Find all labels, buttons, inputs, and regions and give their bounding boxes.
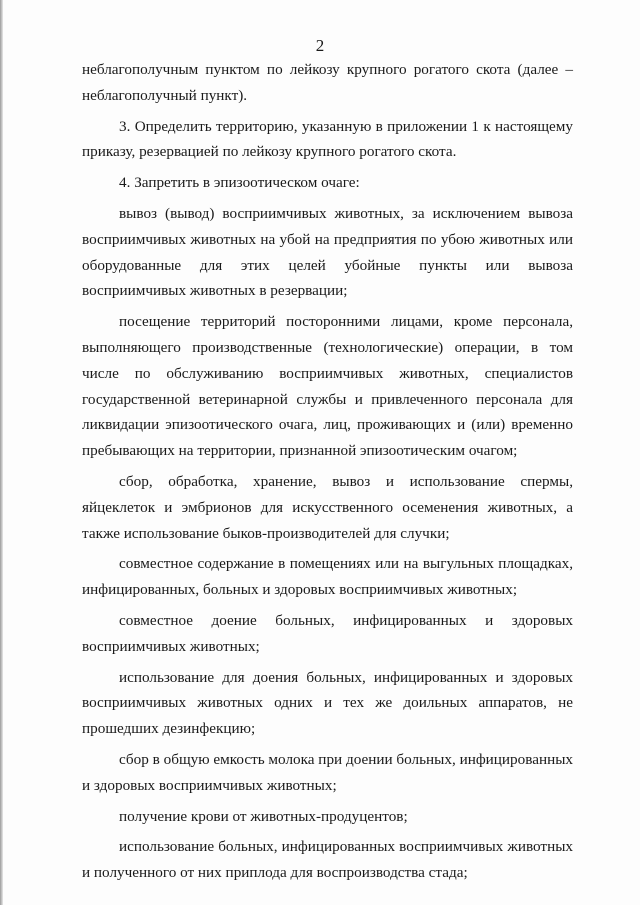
- paragraph-milk-collection: сбор в общую емкость молока при доении больных, инфицированных и здоровых восприимчивых животных;: [82, 750, 573, 794]
- paragraph-export-ban: вывоз (вывод) восприимчивых животных, за исключением вывоза восприимчивых животных на убой на предприятия по убою животных или оборудованные для этих целей убойные пункты или вывоза восприимчивых животных в резервации;: [82, 204, 573, 300]
- paragraph-item-3: 3. Определить территорию, указанную в приложении 1 к настоящему приказу, резервацией по лейкозу крупного рогатого скота.: [82, 117, 573, 161]
- paragraph-joint-keeping: совместное содержание в помещениях или на выгульных площадках, инфицированных, больных и здоровых восприимчивых животных;: [82, 555, 573, 599]
- paragraph-continuation: неблагополучным пунктом по лейкозу крупного рогатого скота (далее – неблагополучный пункт).: [82, 61, 573, 104]
- paragraph-visit-ban: посещение территорий посторонними лицами, кроме персонала, выполняющего производственные (технологические) операции, в том числе по обслуживанию восприимчивых животных, специалистов государственной ветеринарной службы и привлеченного персонала для ликвидации эпизоотического очага, лиц, проживающих и (или) временно пребывающих на территории, признанной эпизоотическим очагом;: [82, 313, 573, 460]
- scan-edge: [0, 0, 3, 905]
- paragraph-sperm-ban: сбор, обработка, хранение, вывоз и использование спермы, яйцеклеток и эмбрионов для искусственного осеменения животных, а также использование быков-производителей для случки;: [82, 472, 573, 542]
- paragraph-item-4: 4. Запретить в эпизоотическом очаге:: [119, 174, 360, 192]
- page-number: 2: [315, 36, 325, 55]
- paragraph-blood: получение крови от животных-продуцентов;: [119, 807, 408, 825]
- paragraph-joint-milking: совместное доение больных, инфицированных и здоровых восприимчивых животных;: [82, 611, 573, 655]
- paragraph-reproduction: использование больных, инфицированных восприимчивых животных и полученного от них приплода для воспроизводства стада;: [82, 838, 573, 882]
- document-body: [82, 57, 573, 891]
- paragraph-milking-devices: использование для доения больных, инфицированных и здоровых восприимчивых животных одних и тех же доильных аппаратов, не прошедших дезинфекцию;: [82, 668, 573, 738]
